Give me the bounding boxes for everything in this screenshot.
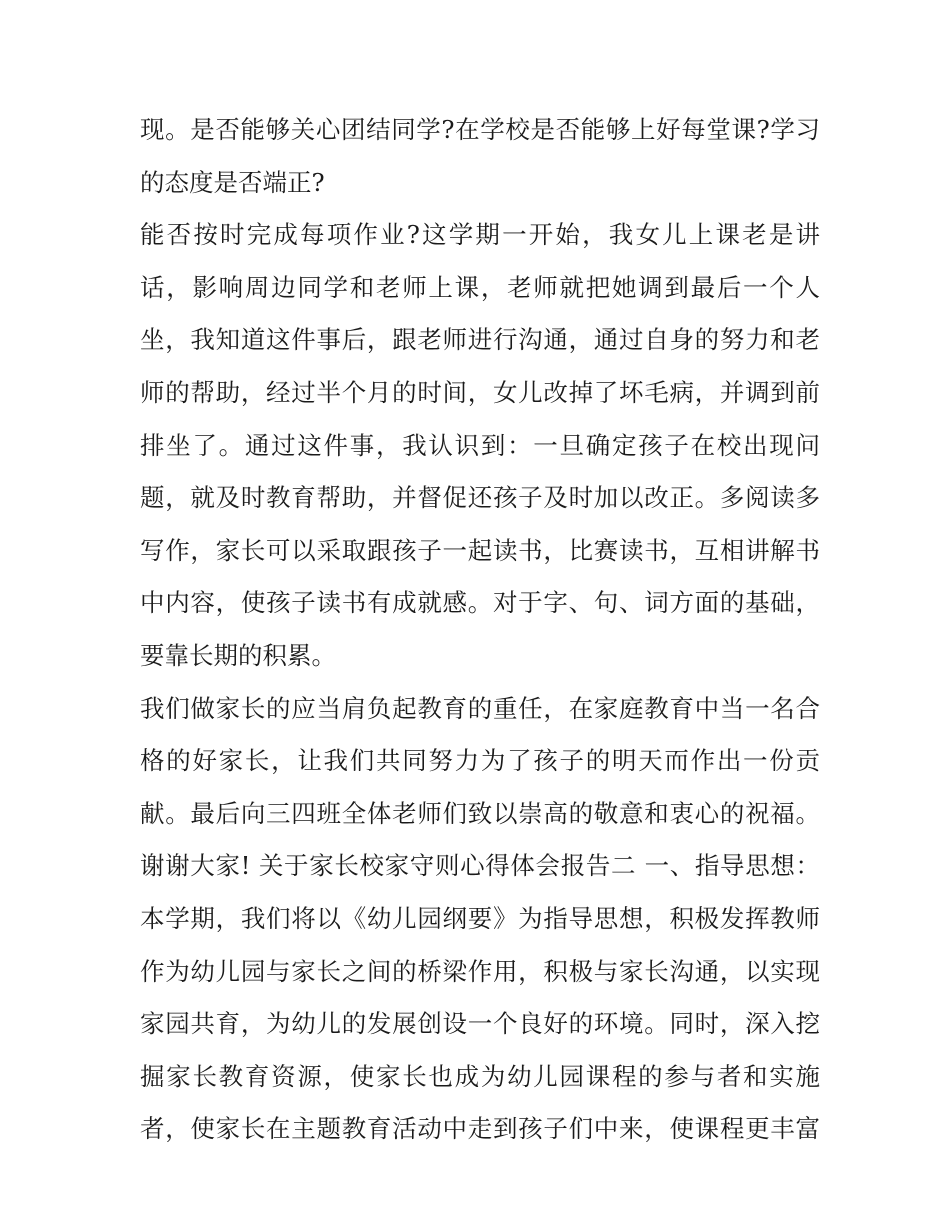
text-line: 家园共育，为幼儿的发展创设一个良好的环境。同时，深入挖 (140, 1009, 820, 1039)
text-line: 谢谢大家! 关于家长校家守则心得体会报告二 一、指导思想： (140, 851, 820, 881)
text-line: 要靠长期的积累。 (140, 640, 336, 670)
text-line: 我们做家长的应当肩负起教育的重任，在家庭教育中当一名合 (140, 693, 820, 723)
text-line: 的态度是否端正? (140, 167, 325, 197)
text-line: 写作，家长可以采取跟孩子一起读书，比赛读书，互相讲解书 (140, 535, 820, 565)
text-line: 排坐了。通过这件事，我认识到：一旦确定孩子在校出现问 (140, 430, 820, 460)
text-line: 现。是否能够关心团结同学?在学校是否能够上好每堂课?学习 (140, 115, 820, 144)
text-line: 话，影响周边同学和老师上课，老师就把她调到最后一个人 (140, 272, 820, 302)
text-line: 格的好家长，让我们共同努力为了孩子的明天而作出一份贡 (140, 746, 820, 776)
text-line: 者，使家长在主题教育活动中走到孩子们中来，使课程更丰富 (140, 1114, 820, 1144)
text-line: 本学期，我们将以《幼儿园纲要》为指导思想，积极发挥教师 (140, 903, 820, 933)
text-line: 作为幼儿园与家长之间的桥梁作用，积极与家长沟通，以实现 (140, 956, 820, 986)
body-text (140, 104, 820, 1156)
text-line: 献。最后向三四班全体老师们致以崇高的敬意和衷心的祝福。 (140, 798, 820, 828)
text-line: 掘家长教育资源，使家长也成为幼儿园课程的参与者和实施 (140, 1061, 820, 1091)
text-line: 题，就及时教育帮助，并督促还孩子及时加以改正。多阅读多 (140, 483, 820, 513)
text-line: 能否按时完成每项作业?这学期一开始，我女儿上课老是讲 (140, 220, 820, 250)
text-line: 中内容，使孩子读书有成就感。对于字、句、词方面的基础， (140, 588, 820, 618)
text-line: 坐，我知道这件事后，跟老师进行沟通，通过自身的努力和老 (140, 325, 820, 355)
text-line: 师的帮助，经过半个月的时间，女儿改掉了坏毛病，并调到前 (140, 377, 820, 407)
